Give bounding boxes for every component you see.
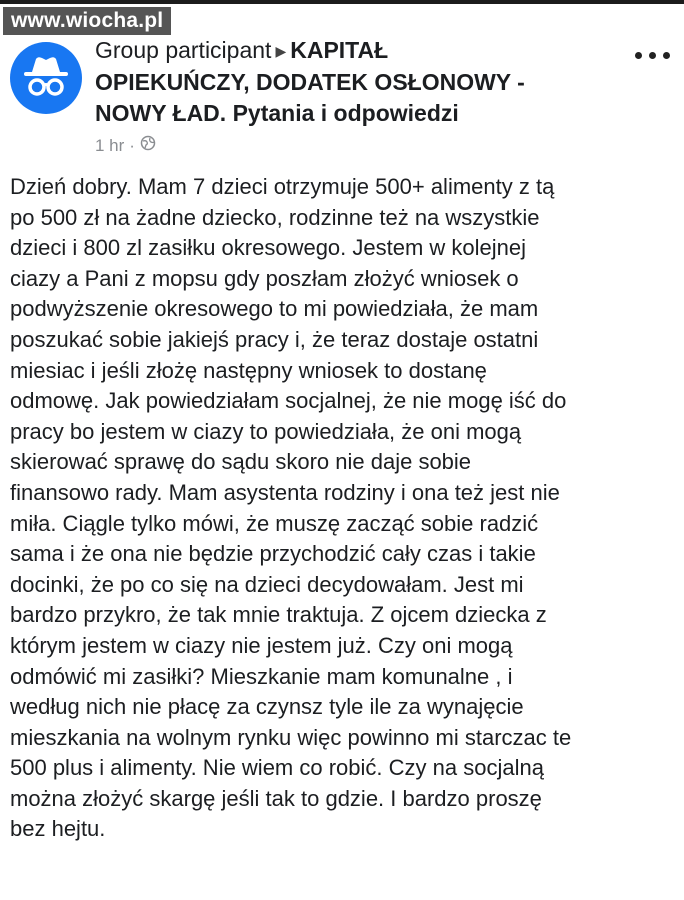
post-body-line: bardzo przykro, że tak mnie traktuja. Z ojcem dziecka z: [10, 602, 547, 628]
group-name-line: KAPITAŁ: [290, 37, 389, 63]
post-body-line: po 500 zł na żadne dziecko, rodzinne też na wszystkie: [10, 204, 540, 230]
post-body-line: 500 plus i alimenty. Nie wiem co robić. Czy na socjalną: [10, 755, 544, 781]
watermark-logo: www.wiocha.pl: [3, 7, 171, 35]
more-options-icon[interactable]: [633, 46, 673, 66]
post-body-line: finansowo rady. Mam asystenta rodziny i ona też jest nie: [10, 479, 560, 505]
incognito-icon: [10, 42, 82, 114]
post-body-line: miła. Ciągle tylko mówi, że muszę zacząć sobie radzić: [10, 510, 539, 536]
post-body-line: Dzień dobry. Mam 7 dzieci otrzymuje 500+ alimenty z tą: [10, 174, 555, 199]
post-body-line: docinki, że po co się na dzieci decydowałam. Jest mi: [10, 571, 524, 597]
post-body-line: podwyższenie okresowego to mi powiedziała, że mam: [10, 296, 539, 322]
post-body-line: miesiac i jeśli złożę następny wniosek to dostanę: [10, 357, 487, 383]
meta-separator: ·: [129, 135, 135, 155]
arrow-right-icon: ▶: [275, 43, 287, 59]
post-body-line: bez hejtu.: [10, 816, 106, 842]
post-body-line: skierować sprawę do sądu skoro nie daje sobie: [10, 449, 472, 475]
post-body: [10, 172, 678, 845]
timestamp[interactable]: 1 hr: [95, 135, 125, 155]
post-body-line: odmowę. Jak powiedziałam socjalnej, że nie mogę iść do: [10, 388, 567, 414]
post-body-line: którym jestem w ciazy nie jestem już. Czy oni mogą: [10, 632, 513, 658]
author-label[interactable]: Group participant: [95, 37, 272, 63]
post-body-line: poszukać sobie jakiejś pracy i, że teraz dostaje ostatni: [10, 326, 539, 352]
globe-icon: [140, 135, 156, 156]
post-body-line: ciazy a Pani z mopsu gdy poszłam złożyć wniosek o: [10, 265, 519, 291]
post-body-line: sama i że ona nie będzie przychodzić cały czas i takie: [10, 541, 536, 567]
post-body-line: pracy bo jestem w ciazy to powiedziała, że oni mogą: [10, 418, 522, 444]
post-body-line: odmówić mi zasiłki? Mieszkanie mam komunalne , i: [10, 663, 513, 689]
group-name-line: NOWY ŁAD. Pytania i odpowiedzi: [95, 100, 459, 126]
group-name-line: OPIEKUŃCZY, DODATEK OSŁONOWY -: [95, 69, 525, 95]
post-header: [95, 35, 595, 156]
post-meta: [95, 135, 595, 156]
post-body-line: dzieci i 800 zl zasiłku okresowego. Jestem w kolejnej: [10, 235, 527, 261]
post-body-line: można złożyć skargę jeśli tak to gdzie. I bardzo proszę: [10, 785, 542, 811]
post-body-line: mieszkania na wolnym rynku więc powinno mi starczac te: [10, 724, 572, 750]
post-body-line: według nich nie płacę za czynsz tyle ile za wynajęcie: [10, 694, 524, 720]
anonymous-avatar[interactable]: [10, 42, 82, 114]
post-title: [95, 35, 595, 129]
